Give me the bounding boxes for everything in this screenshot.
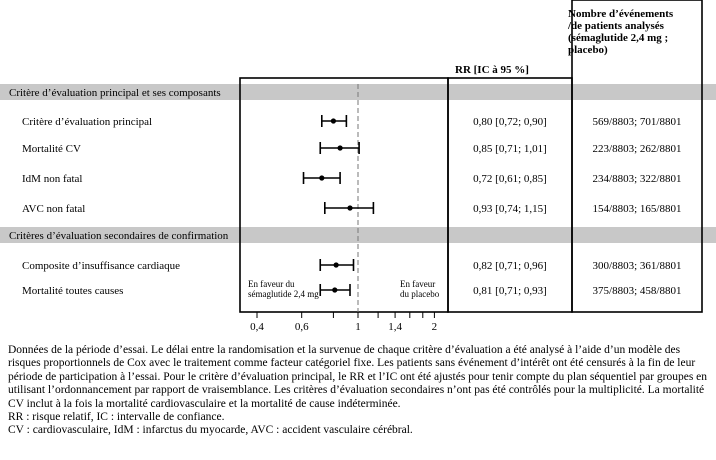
caption-abbrev-cv: CV : cardiovasculaire, IdM : infarctus du myocarde, AVC : accident vasculaire cérébral. [8, 424, 413, 437]
events-column-header: Nombre d’événements /de patients analysés (sémaglutide 2,4 mg ; placebo) [568, 8, 674, 56]
favors-left-label: sémaglutide 2,4 mg [248, 289, 319, 299]
rr-value: 0,81 [0,71; 0,93] [473, 285, 547, 297]
events-value: 569/8803; 701/8801 [592, 116, 682, 128]
x-tick-label: 1 [355, 321, 361, 333]
rr-value: 0,85 [0,71; 1,01] [473, 143, 547, 155]
x-tick-label: 0,4 [250, 321, 264, 333]
events-value: 234/8803; 322/8801 [592, 173, 682, 185]
section-title: Critères d’évaluation secondaires de confirmation [9, 230, 229, 242]
events-value: 375/8803; 458/8801 [592, 285, 682, 297]
section-title: Critère d’évaluation principal et ses composants [9, 87, 221, 99]
row-label: Mortalité CV [22, 143, 81, 155]
point-estimate [331, 118, 336, 123]
point-estimate [347, 205, 352, 210]
row-label: Critère d’évaluation principal [22, 116, 153, 128]
figure-caption [8, 344, 708, 438]
row-label: Composite d’insuffisance cardiaque [22, 260, 181, 272]
favors-right-label: du placebo [400, 289, 440, 299]
row-label: IdM non fatal [22, 173, 83, 185]
favors-left-label: En faveur du [248, 279, 295, 289]
rr-value: 0,93 [0,74; 1,15] [473, 203, 547, 215]
favors-right-label: En faveur [400, 279, 436, 289]
events-value: 300/8803; 361/8801 [592, 260, 682, 272]
point-estimate [332, 287, 337, 292]
point-estimate [337, 145, 342, 150]
x-tick-label: 0,6 [294, 321, 309, 333]
point-estimate [334, 262, 339, 267]
rr-value: 0,82 [0,71; 0,96] [473, 260, 547, 272]
caption-paragraph: Données de la période d’essai. Le délai entre la randomisation et la survenue de chaque critère d’évaluation a été analysé à l’aide d’un modèle des risques proportionnels de Cox avec le traitement comme facteur catégoriel fixe. Les patients sans événement d’intérêt ont été censurés à la fin de leur période de participation à l’essai. Pour le critère d’évaluation principal, le RR et l’IC ont été ajustés pour tenir compte du plan séquentiel par groupes en utilisant l’ordonnancement par rapport de vraisemblance. Les critères d’évaluation secondaires n’ont pas été contrôlés pour la multiplicité. La mortalité CV inclut à la fois la mortalité cardiovasculaire et la mortalité de cause indéterminée. [8, 344, 708, 410]
row-label: AVC non fatal [22, 203, 86, 215]
rr-column-header: RR [IC à 95 %] [455, 64, 529, 76]
rr-column-frame [448, 78, 572, 312]
rr-value: 0,72 [0,61; 0,85] [473, 173, 547, 185]
row-label: Mortalité toutes causes [22, 285, 124, 297]
point-estimate [319, 175, 324, 180]
caption-abbrev-rr: RR : risque relatif, IC : intervalle de confiance. [8, 411, 225, 424]
plot-frame [240, 78, 448, 312]
events-value: 154/8803; 165/8801 [592, 203, 682, 215]
events-value: 223/8803; 262/8801 [592, 143, 682, 155]
x-tick-label: 2 [431, 321, 438, 333]
rr-value: 0,80 [0,72; 0,90] [473, 116, 547, 128]
x-tick-label: 1,4 [388, 321, 402, 333]
